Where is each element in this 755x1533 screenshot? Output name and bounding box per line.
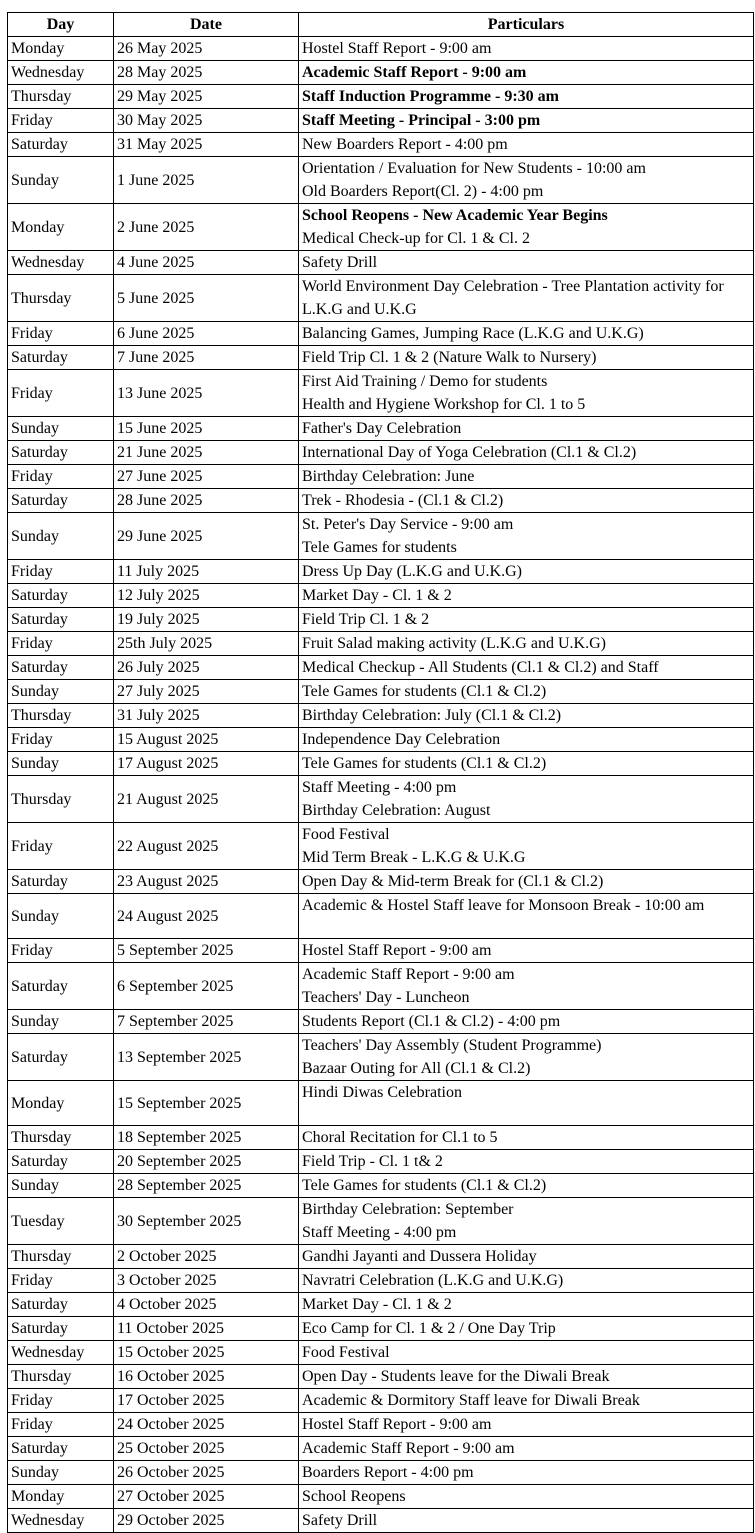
cell-day: Sunday	[8, 1461, 114, 1485]
particulars-line: Balancing Games, Jumping Race (L.K.G and U.K.G)	[302, 325, 644, 342]
cell-particulars	[299, 157, 754, 204]
table-row	[8, 1341, 754, 1365]
cell-particulars	[299, 1341, 754, 1365]
cell-date: 12 July 2025	[114, 584, 299, 608]
particulars-line: Health and Hygiene Workshop for Cl. 1 to 5	[302, 396, 586, 413]
cell-particulars	[299, 1389, 754, 1413]
table-row	[8, 894, 754, 939]
particulars-line: Food Festival	[302, 1344, 390, 1361]
cell-date: 27 June 2025	[114, 465, 299, 489]
particulars-line: Tele Games for students (Cl.1 & Cl.2)	[302, 755, 547, 772]
table-row	[8, 251, 754, 275]
table-row	[8, 1461, 754, 1485]
table-row	[8, 1317, 754, 1341]
particulars-line: Eco Camp for Cl. 1 & 2 / One Day Trip	[302, 1320, 556, 1337]
cell-day: Thursday	[8, 704, 114, 728]
particulars-line: Hindi Diwas Celebration	[302, 1084, 462, 1101]
cell-day: Friday	[8, 465, 114, 489]
cell-date: 29 May 2025	[114, 85, 299, 109]
cell-particulars	[299, 275, 754, 322]
cell-date: 18 September 2025	[114, 1126, 299, 1150]
cell-particulars	[299, 1081, 754, 1126]
particulars-line: Teachers' Day Assembly (Student Programme)	[302, 1037, 602, 1054]
cell-day: Friday	[8, 823, 114, 870]
cell-particulars	[299, 1174, 754, 1198]
cell-particulars	[299, 1437, 754, 1461]
cell-day: Monday	[8, 1485, 114, 1509]
table-row	[8, 752, 754, 776]
cell-particulars	[299, 1461, 754, 1485]
particulars-line: Open Day & Mid-term Break for (Cl.1 & Cl.2)	[302, 873, 604, 890]
particulars-line: Trek - Rhodesia - (Cl.1 & Cl.2)	[302, 492, 504, 509]
cell-particulars	[299, 752, 754, 776]
particulars-line: Market Day - Cl. 1 & 2	[302, 587, 452, 604]
cell-particulars	[299, 776, 754, 823]
particulars-line: Field Trip - Cl. 1 t& 2	[302, 1153, 443, 1170]
cell-date: 28 September 2025	[114, 1174, 299, 1198]
cell-date: 28 May 2025	[114, 61, 299, 85]
particulars-line: Dress Up Day (L.K.G and U.K.G)	[302, 563, 522, 580]
cell-particulars	[299, 370, 754, 417]
cell-date: 31 May 2025	[114, 133, 299, 157]
table-row	[8, 513, 754, 560]
table-row	[8, 85, 754, 109]
cell-date: 20 September 2025	[114, 1150, 299, 1174]
cell-date: 15 June 2025	[114, 417, 299, 441]
particulars-line: Hostel Staff Report - 9:00 am	[302, 942, 492, 959]
particulars-line: Boarders Report - 4:00 pm	[302, 1464, 474, 1481]
cell-date: 6 June 2025	[114, 322, 299, 346]
table-row	[8, 1437, 754, 1461]
cell-particulars	[299, 1365, 754, 1389]
table-row	[8, 275, 754, 322]
cell-day: Thursday	[8, 1126, 114, 1150]
table-row	[8, 680, 754, 704]
cell-day: Monday	[8, 204, 114, 251]
cell-date: 13 June 2025	[114, 370, 299, 417]
cell-date: 21 June 2025	[114, 441, 299, 465]
cell-day: Monday	[8, 1081, 114, 1126]
cell-particulars	[299, 728, 754, 752]
cell-date: 31 July 2025	[114, 704, 299, 728]
cell-day: Monday	[8, 37, 114, 61]
particulars-line: Market Day - Cl. 1 & 2	[302, 1296, 452, 1313]
particulars-line: World Environment Day Celebration - Tree Plantation activity for L.K.G and U.K.G	[302, 278, 724, 318]
particulars-line: Staff Induction Programme - 9:30 am	[302, 88, 560, 105]
cell-day: Friday	[8, 370, 114, 417]
cell-particulars	[299, 894, 754, 939]
particulars-line: Orientation / Evaluation for New Students - 10:00 am	[302, 160, 646, 177]
cell-date: 3 October 2025	[114, 1269, 299, 1293]
cell-particulars	[299, 61, 754, 85]
table-row	[8, 823, 754, 870]
table-row	[8, 322, 754, 346]
cell-date: 28 June 2025	[114, 489, 299, 513]
cell-date: 17 October 2025	[114, 1389, 299, 1413]
table-row	[8, 370, 754, 417]
cell-particulars	[299, 1034, 754, 1081]
cell-date: 1 June 2025	[114, 157, 299, 204]
cell-day: Thursday	[8, 1245, 114, 1269]
cell-date: 5 June 2025	[114, 275, 299, 322]
table-row	[8, 870, 754, 894]
particulars-line: Open Day - Students leave for the Diwali Break	[302, 1368, 610, 1385]
cell-day: Saturday	[8, 870, 114, 894]
table-row	[8, 109, 754, 133]
table-row	[8, 656, 754, 680]
table-row	[8, 1174, 754, 1198]
cell-particulars	[299, 1126, 754, 1150]
cell-date: 29 June 2025	[114, 513, 299, 560]
cell-day: Sunday	[8, 513, 114, 560]
cell-particulars	[299, 1485, 754, 1509]
cell-date: 6 September 2025	[114, 963, 299, 1010]
cell-day: Friday	[8, 560, 114, 584]
header-day: Day	[8, 13, 114, 37]
table-row	[8, 133, 754, 157]
cell-date: 7 June 2025	[114, 346, 299, 370]
cell-day: Friday	[8, 939, 114, 963]
cell-day: Saturday	[8, 1437, 114, 1461]
cell-date: 26 October 2025	[114, 1461, 299, 1485]
cell-particulars	[299, 133, 754, 157]
cell-day: Thursday	[8, 776, 114, 823]
cell-particulars	[299, 513, 754, 560]
cell-day: Sunday	[8, 157, 114, 204]
cell-date: 4 October 2025	[114, 1293, 299, 1317]
cell-day: Thursday	[8, 275, 114, 322]
particulars-line: Students Report (Cl.1 & Cl.2) - 4:00 pm	[302, 1013, 561, 1030]
particulars-line: Birthday Celebration: July (Cl.1 & Cl.2)	[302, 707, 562, 724]
cell-particulars	[299, 1150, 754, 1174]
particulars-line: Gandhi Jayanti and Dussera Holiday	[302, 1248, 537, 1265]
cell-day: Friday	[8, 109, 114, 133]
cell-date: 22 August 2025	[114, 823, 299, 870]
cell-date: 15 September 2025	[114, 1081, 299, 1126]
table-row	[8, 1245, 754, 1269]
particulars-line: Birthday Celebration: June	[302, 468, 475, 485]
table-row	[8, 560, 754, 584]
particulars-line: St. Peter's Day Service - 9:00 am	[302, 516, 514, 533]
particulars-line: Medical Check-up for Cl. 1 & Cl. 2	[302, 230, 530, 247]
cell-date: 26 May 2025	[114, 37, 299, 61]
cell-day: Saturday	[8, 1150, 114, 1174]
cell-date: 7 September 2025	[114, 1010, 299, 1034]
particulars-line: Independence Day Celebration	[302, 731, 501, 748]
table-row	[8, 1198, 754, 1245]
cell-particulars	[299, 963, 754, 1010]
cell-particulars	[299, 417, 754, 441]
particulars-line: New Boarders Report - 4:00 pm	[302, 136, 508, 153]
table-row	[8, 1034, 754, 1081]
table-row	[8, 1413, 754, 1437]
cell-day: Wednesday	[8, 1341, 114, 1365]
table-row	[8, 441, 754, 465]
cell-particulars	[299, 1269, 754, 1293]
particulars-line: Field Trip Cl. 1 & 2	[302, 611, 430, 628]
cell-particulars	[299, 1198, 754, 1245]
particulars-line: Bazaar Outing for All (Cl.1 & Cl.2)	[302, 1060, 531, 1077]
cell-particulars	[299, 870, 754, 894]
cell-day: Saturday	[8, 584, 114, 608]
particulars-line: Old Boarders Report(Cl. 2) - 4:00 pm	[302, 183, 544, 200]
table-row	[8, 346, 754, 370]
cell-date: 15 August 2025	[114, 728, 299, 752]
particulars-line: Food Festival	[302, 826, 390, 843]
table-row	[8, 728, 754, 752]
cell-particulars	[299, 85, 754, 109]
particulars-line: Field Trip Cl. 1 & 2 (Nature Walk to Nursery)	[302, 349, 597, 366]
cell-date: 30 September 2025	[114, 1198, 299, 1245]
cell-particulars	[299, 109, 754, 133]
cell-particulars	[299, 939, 754, 963]
cell-day: Saturday	[8, 1293, 114, 1317]
particulars-line: Tele Games for students	[302, 539, 457, 556]
cell-day: Saturday	[8, 489, 114, 513]
table-row	[8, 632, 754, 656]
particulars-line: Staff Meeting - 4:00 pm	[302, 779, 457, 796]
header-date: Date	[114, 13, 299, 37]
particulars-line: Tele Games for students (Cl.1 & Cl.2)	[302, 683, 547, 700]
cell-particulars	[299, 37, 754, 61]
cell-day: Saturday	[8, 656, 114, 680]
cell-particulars	[299, 1293, 754, 1317]
particulars-line: Fruit Salad making activity (L.K.G and U.K.G)	[302, 635, 606, 652]
cell-day: Saturday	[8, 1317, 114, 1341]
particulars-line: Teachers' Day - Luncheon	[302, 989, 470, 1006]
cell-day: Saturday	[8, 441, 114, 465]
table-row	[8, 417, 754, 441]
cell-particulars	[299, 465, 754, 489]
particulars-line: Academic Staff Report - 9:00 am	[302, 1440, 515, 1457]
cell-date: 2 June 2025	[114, 204, 299, 251]
cell-day: Wednesday	[8, 61, 114, 85]
cell-particulars	[299, 608, 754, 632]
cell-particulars	[299, 584, 754, 608]
cell-date: 11 July 2025	[114, 560, 299, 584]
cell-day: Friday	[8, 632, 114, 656]
particulars-line: Safety Drill	[302, 1512, 378, 1529]
table-row	[8, 704, 754, 728]
cell-particulars	[299, 632, 754, 656]
table-row	[8, 1081, 754, 1126]
table-row	[8, 776, 754, 823]
particulars-line: Staff Meeting - Principal - 3:00 pm	[302, 112, 541, 129]
particulars-line: Father's Day Celebration	[302, 420, 462, 437]
table-row	[8, 1365, 754, 1389]
particulars-line: Navratri Celebration (L.K.G and U.K.G)	[302, 1272, 564, 1289]
particulars-line: School Reopens	[302, 1488, 406, 1505]
table-row	[8, 489, 754, 513]
particulars-line: Hostel Staff Report - 9:00 am	[302, 1416, 492, 1433]
cell-day: Saturday	[8, 133, 114, 157]
cell-date: 21 August 2025	[114, 776, 299, 823]
header-row	[8, 13, 754, 37]
table-row	[8, 1485, 754, 1509]
table-row	[8, 584, 754, 608]
table-row	[8, 204, 754, 251]
particulars-line: Birthday Celebration: September	[302, 1201, 514, 1218]
cell-date: 30 May 2025	[114, 109, 299, 133]
cell-particulars	[299, 680, 754, 704]
cell-day: Sunday	[8, 680, 114, 704]
cell-particulars	[299, 1010, 754, 1034]
cell-particulars	[299, 1317, 754, 1341]
cell-day: Sunday	[8, 752, 114, 776]
cell-date: 13 September 2025	[114, 1034, 299, 1081]
cell-day: Sunday	[8, 1010, 114, 1034]
table-row	[8, 61, 754, 85]
particulars-line: Choral Recitation for Cl.1 to 5	[302, 1129, 498, 1146]
calendar-table	[7, 12, 754, 1533]
cell-date: 15 October 2025	[114, 1341, 299, 1365]
particulars-line: International Day of Yoga Celebration (Cl.1 & Cl.2)	[302, 444, 637, 461]
cell-particulars	[299, 1245, 754, 1269]
cell-particulars	[299, 656, 754, 680]
cell-day: Saturday	[8, 1034, 114, 1081]
particulars-line: Birthday Celebration: August	[302, 802, 491, 819]
table-row	[8, 37, 754, 61]
cell-particulars	[299, 560, 754, 584]
cell-particulars	[299, 322, 754, 346]
cell-date: 11 October 2025	[114, 1317, 299, 1341]
table-row	[8, 1269, 754, 1293]
particulars-line: School Reopens - New Academic Year Begins	[302, 207, 608, 224]
particulars-line: Academic Staff Report - 9:00 am	[302, 64, 527, 81]
particulars-line: Academic & Hostel Staff leave for Monsoon Break - 10:00 am	[302, 897, 705, 914]
table-row	[8, 963, 754, 1010]
cell-particulars	[299, 204, 754, 251]
cell-date: 25 October 2025	[114, 1437, 299, 1461]
particulars-line: Academic & Dormitory Staff leave for Diwali Break	[302, 1392, 640, 1409]
calendar-body	[8, 37, 754, 1533]
cell-day: Friday	[8, 1269, 114, 1293]
cell-day: Saturday	[8, 963, 114, 1010]
cell-date: 4 June 2025	[114, 251, 299, 275]
particulars-line: Hostel Staff Report - 9:00 am	[302, 40, 492, 57]
particulars-line: Tele Games for students (Cl.1 & Cl.2)	[302, 1177, 547, 1194]
cell-date: 5 September 2025	[114, 939, 299, 963]
particulars-line: Mid Term Break - L.K.G & U.K.G	[302, 849, 526, 866]
cell-date: 29 October 2025	[114, 1509, 299, 1533]
cell-date: 26 July 2025	[114, 656, 299, 680]
cell-particulars	[299, 489, 754, 513]
cell-particulars	[299, 441, 754, 465]
cell-particulars	[299, 704, 754, 728]
cell-date: 24 August 2025	[114, 894, 299, 939]
particulars-line: Safety Drill	[302, 254, 378, 271]
cell-day: Wednesday	[8, 251, 114, 275]
table-row	[8, 939, 754, 963]
cell-day: Friday	[8, 1389, 114, 1413]
cell-day: Friday	[8, 728, 114, 752]
cell-particulars	[299, 346, 754, 370]
cell-date: 2 October 2025	[114, 1245, 299, 1269]
cell-day: Friday	[8, 322, 114, 346]
cell-date: 27 July 2025	[114, 680, 299, 704]
cell-date: 23 August 2025	[114, 870, 299, 894]
particulars-line: Staff Meeting - 4:00 pm	[302, 1224, 457, 1241]
table-row	[8, 157, 754, 204]
particulars-line: Academic Staff Report - 9:00 am	[302, 966, 515, 983]
cell-particulars	[299, 1509, 754, 1533]
table-row	[8, 1389, 754, 1413]
particulars-line: First Aid Training / Demo for students	[302, 373, 548, 390]
cell-day: Thursday	[8, 1365, 114, 1389]
table-row	[8, 1010, 754, 1034]
cell-date: 19 July 2025	[114, 608, 299, 632]
cell-day: Sunday	[8, 894, 114, 939]
cell-day: Thursday	[8, 85, 114, 109]
cell-particulars	[299, 823, 754, 870]
table-row	[8, 1150, 754, 1174]
cell-day: Sunday	[8, 1174, 114, 1198]
cell-day: Tuesday	[8, 1198, 114, 1245]
cell-day: Sunday	[8, 417, 114, 441]
cell-day: Saturday	[8, 608, 114, 632]
table-row	[8, 465, 754, 489]
cell-date: 27 October 2025	[114, 1485, 299, 1509]
cell-day: Friday	[8, 1413, 114, 1437]
table-row	[8, 1126, 754, 1150]
cell-particulars	[299, 251, 754, 275]
cell-date: 17 August 2025	[114, 752, 299, 776]
cell-date: 24 October 2025	[114, 1413, 299, 1437]
table-row	[8, 608, 754, 632]
table-row	[8, 1293, 754, 1317]
cell-date: 16 October 2025	[114, 1365, 299, 1389]
header-particulars: Particulars	[299, 13, 754, 37]
table-row	[8, 1509, 754, 1533]
cell-day: Wednesday	[8, 1509, 114, 1533]
cell-particulars	[299, 1413, 754, 1437]
particulars-line: Medical Checkup - All Students (Cl.1 & Cl.2) and Staff	[302, 659, 659, 676]
cell-day: Saturday	[8, 346, 114, 370]
cell-date: 25th July 2025	[114, 632, 299, 656]
